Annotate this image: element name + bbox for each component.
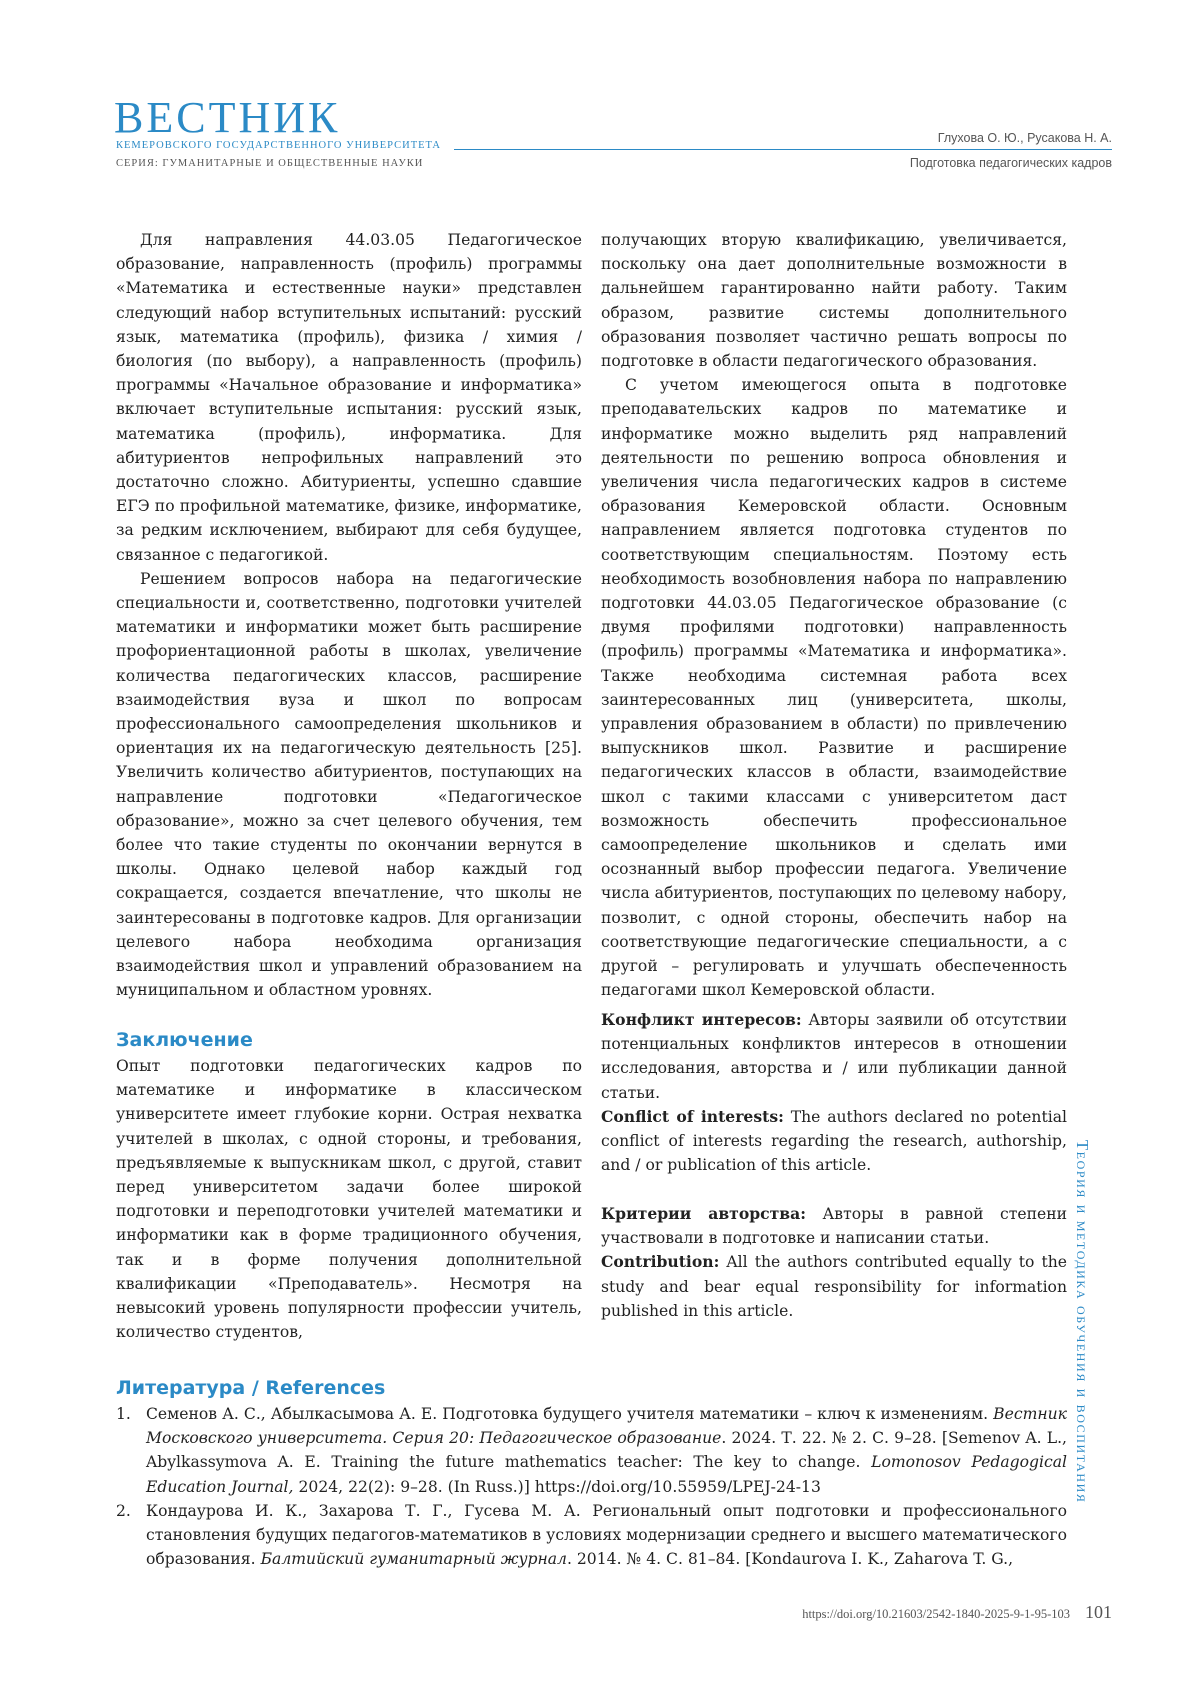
coi-ru-text: Авторы заявили об отсутствии потенциальных конфликтов интересов в отношении исследования, авторства и / или публикации данной статьи.	[601, 1011, 1067, 1102]
conclusion-paragraph: Опыт подготовки педагогических кадров по математике и информатике в классическом университете имеет глубокие корни. Острая нехватка учителей в школах, с одной стороны, и требования, предъявляемые к выпускникам школ, с другой, ставит перед университетом задачи более широкой подготовки и переподготовки учителей математики и информатики как в форме традиционного обучения, так и в форме получения дополнительной квалификации «Преподаватель». Несмотря на невысокий уровень популярности профессии учитель, количество студентов,	[116, 1054, 582, 1344]
running-head-authors: Глухова О. Ю., Русакова Н. А.	[938, 131, 1112, 145]
footer-doi: https://doi.org/10.21603/2542-1840-2025-9-1-95-103	[802, 1607, 1070, 1622]
journal-series: СЕРИЯ: ГУМАНИТАРНЫЕ И ОБЩЕСТВЕННЫЕ НАУКИ	[116, 158, 423, 169]
references-heading: Литература / References	[116, 1376, 385, 1400]
conflict-of-interest-block	[601, 1008, 1067, 1177]
coi-en-label: Conflict of interests:	[601, 1107, 784, 1126]
page-number: 101	[1085, 1602, 1112, 1623]
coi-ru	[601, 1008, 1067, 1105]
left-paragraph-1: Для направления 44.03.05 Педагогическое образование, направленность (профиль) программы «Математика и естественные науки» представлен следующий набор вступительных испытаний: русский язык, математика (профиль), физика / химия / биология (по выбору), а направленность (профиль) программы «Начальное образование и информатика» включает вступительные испытания: русский язык, математика (профиль), информатика. Для абитуриентов непрофильных направлений это достаточно сложно. Абитуриенты, успешно сдавшие ЕГЭ по профильной математике, физике, информатике, за редким исключением, выбирают для себя будущее, связанное с педагогикой.	[116, 228, 582, 567]
reference-number: 1.	[116, 1402, 131, 1426]
right-paragraph-1: получающих вторую квалификацию, увеличивается, поскольку она дает дополнительные возможности в дальнейшем гарантированно найти работу. Таким образом, развитие системы дополнительного образования позволяет частично решать вопросы по подготовке в области педагогического образования.	[601, 228, 1067, 373]
reference-number: 2.	[116, 1499, 131, 1523]
contrib-ru-text: Авторы в равной степени участвовали в подготовке и написании статьи.	[601, 1205, 1067, 1247]
journal-subtitle: КЕМЕРОВСКОГО ГОСУДАРСТВЕННОГО УНИВЕРСИТЕТА	[116, 140, 441, 151]
reference-item-1: 1. Семенов А. С., Абылкасымова А. Е. Подготовка будущего учителя математики – ключ к изменениям. Вестник Московского университета. Серия 20: Педагогическое образование. 2024. Т. 22. № 2. С. 9–28. [Semenov A. L., Abylkassymova A. E. Training the future mathematics teacher: The key to change. Lomonosov Pedagogical Education Journal, 2024, 22(2): 9–28. (In Russ.)] https://doi.org/10.55959/LPEJ-24-13	[116, 1402, 1067, 1499]
running-head-section: Подготовка педагогических кадров	[910, 156, 1112, 170]
conclusion-heading: Заключение	[116, 1028, 253, 1052]
right-paragraph-2: С учетом имеющегося опыта в подготовке преподавательских кадров по математике и информатике можно выделить ряд направлений деятельности по решению вопроса обновления и увеличения числа педагогических кадров в системе образования Кемеровской области. Основным направлением является подготовка студентов по соответствующим специальностям. Поэтому есть необходимость возобновления набора по направлению подготовки 44.03.05 Педагогическое образование (с двумя профилями подготовки) направленность (профиль) программы «Математика и информатика». Также необходима системная работа всех заинтересованных лиц (университета, школы, управления образованием в области) по привлечению выпускников школ. Развитие и расширение педагогических классов в области, взаимодействие школ с такими классами с университетом даст возможность обеспечить профессиональное самоопределение школьников и сделать ими осознанный выбор профессии педагога. Увеличение числа абитуриентов, поступающих по целевому набору, позволит, с одной стороны, обеспечить набор на соответствующие педагогические специальности, а с другой – регулировать и улучшать обеспеченность педагогами школ Кемеровской области.	[601, 373, 1067, 1002]
right-column	[601, 228, 1067, 1003]
coi-en-text: The authors declared no potential conflict of interests regarding the research, authorship, and / or publication of this article.	[601, 1108, 1067, 1174]
contrib-en-label: Contribution:	[601, 1252, 719, 1271]
coi-ru-label: Конфликт интересов:	[601, 1010, 802, 1029]
contrib-ru-label: Критерии авторства:	[601, 1204, 806, 1223]
left-paragraph-2: Решением вопросов набора на педагогические специальности и, соответственно, подготовки учителей математики и информатики может быть расширение профориентационной работы в школах, увеличение количества педагогических классов, расширение взаимодействия вуза и школ по вопросам профессионального самоопределения школьников и ориентация их на педагогическую деятельность [25]. Увеличить количество абитуриентов, поступающих на направление подготовки «Педагогическое образование», можно за счет целевого обучения, тем более что такие студенты по окончании вернутся в школы. Однако целевой набор каждый год сокращается, создается впечатление, что школы не заинтересованы в подготовке кадров. Для организации целевого набора необходима организация взаимодействия школ и управлений образованием на муниципальном и областном уровнях.	[116, 567, 582, 1003]
left-column	[116, 228, 582, 1003]
contrib-en-text: All the authors contributed equally to the study and bear equal responsibility for information published in this article.	[601, 1253, 1067, 1319]
reference-doi-link: 2024, 22(2): 9–28. (In Russ.)] https://doi.org/10.55959/LPEJ-24-13	[294, 1478, 821, 1496]
journal-title: ВЕСТНИК	[114, 96, 340, 140]
conclusion-block	[116, 1054, 582, 1344]
side-section-label-text: Теория и методика обучения и воспитания	[1072, 1140, 1092, 1504]
contrib-en	[601, 1250, 1067, 1323]
coi-en	[601, 1105, 1067, 1178]
header-rule	[454, 149, 1112, 150]
reference-item-2: 2. Кондаурова И. К., Захарова Т. Г., Гусева М. А. Региональный опыт подготовки и профессионального становления будущих педагогов-математиков в условиях модернизации среднего и высшего математического образования. Балтийский гуманитарный журнал. 2014. № 4. С. 81–84. [Kondaurova I. K., Zaharova T. G.,	[116, 1499, 1067, 1572]
contribution-block	[601, 1202, 1067, 1323]
references-list	[116, 1402, 1067, 1571]
contrib-ru	[601, 1202, 1067, 1250]
